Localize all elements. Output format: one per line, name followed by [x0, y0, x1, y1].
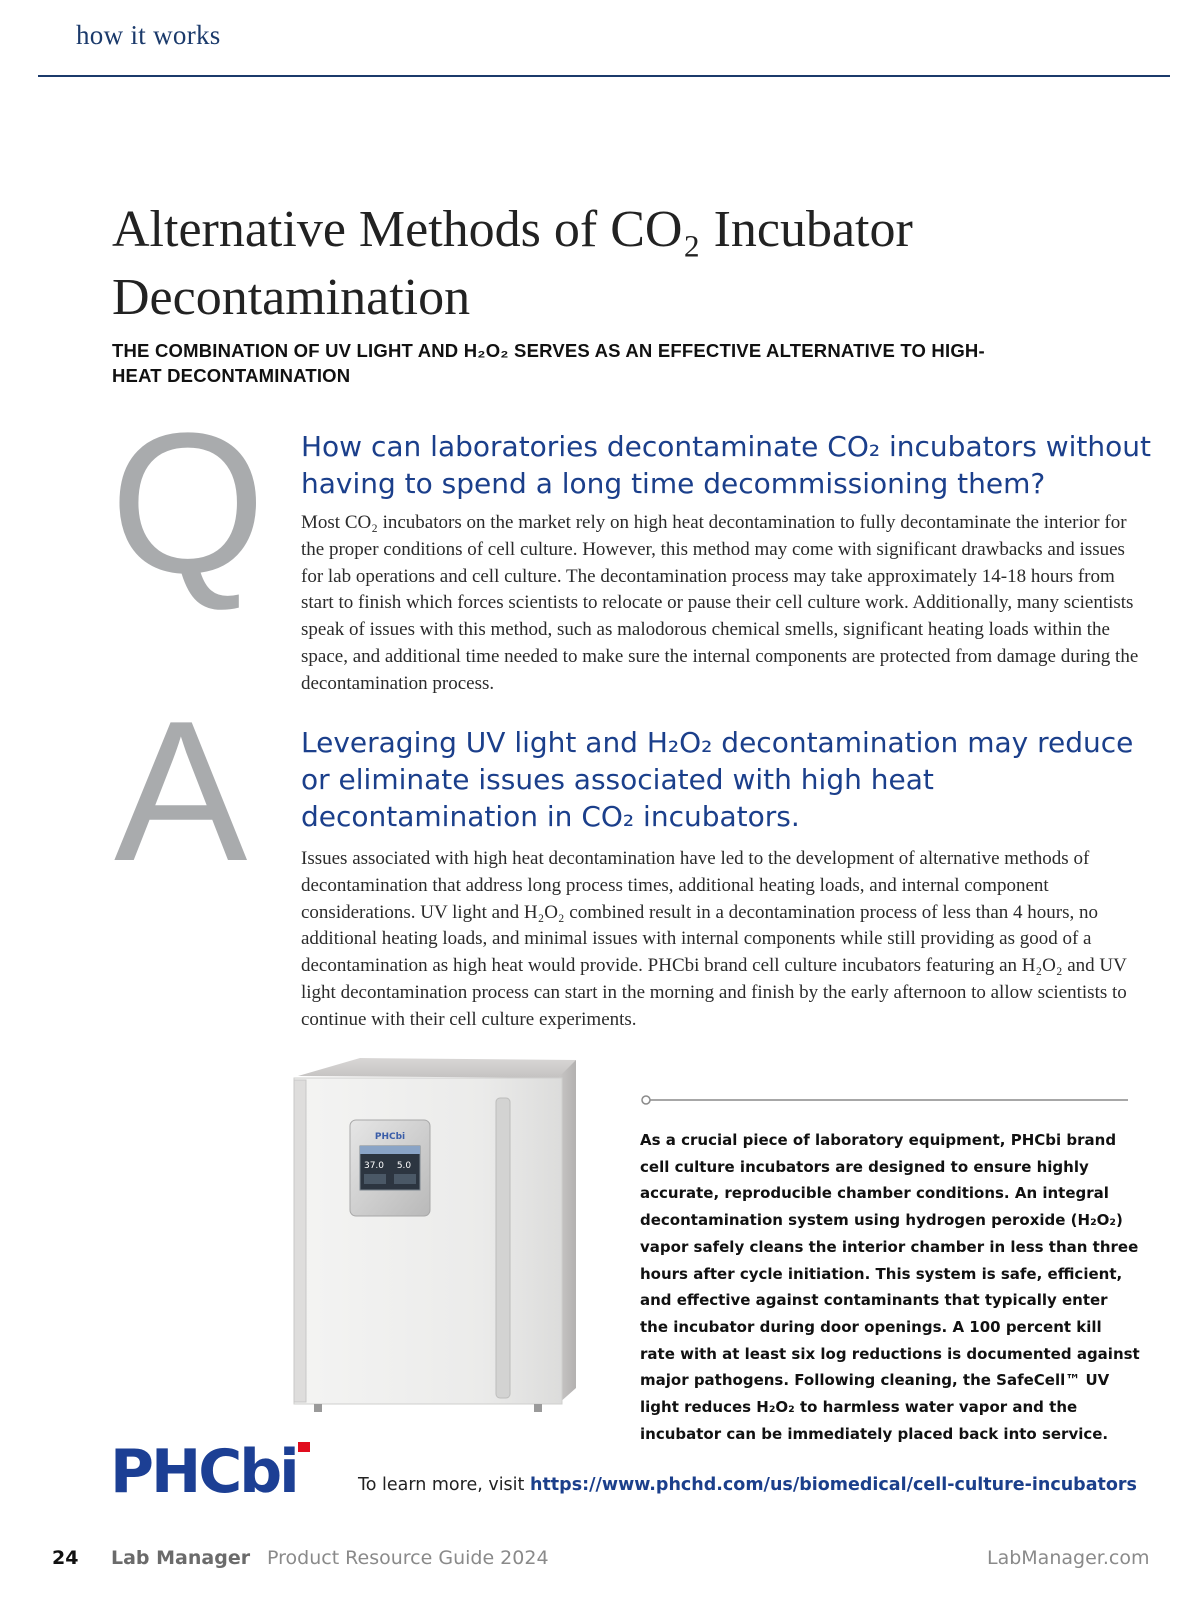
product-caption: As a crucial piece of laboratory equipment, PHCbi brand cell culture incubators are designed to ensure highly accurate, reproducible chamber conditions. An integral decontamination system using hydrogen peroxide (H₂O₂) vapor safely cleans the interior chamber in less than three hours after cycle initiation. This system is safe, efficient, and effective against contaminants that typically enter the incubator during door openings. A 100 percent kill rate with at least six log reductions is documented against major pathogens. Following cleaning, the SafeCell™ UV light reduces H₂O₂ to harmless water vapor and the incubator can be immediately placed back into service. — [640, 1131, 1140, 1443]
site-name: LabManager.com — [987, 1547, 1150, 1569]
page-number: 24 — [52, 1547, 79, 1569]
learn-more-prefix: To learn more, visit — [358, 1475, 525, 1495]
learn-more-link[interactable]: https://www.phchd.com/us/biomedical/cell-culture-incubators — [529, 1475, 1137, 1495]
panel-co2-readout: 5.0 — [396, 1161, 412, 1171]
article-title: Alternative Methods of CO₂ Incubator Decontamination — [112, 201, 913, 326]
panel-brand-label: PHCbi — [374, 1132, 406, 1142]
incubator-image — [284, 1058, 584, 1418]
guide-name: Product Resource Guide 2024 — [267, 1547, 549, 1569]
phcbi-logo — [110, 1438, 320, 1508]
answer-heading: Leveraging UV light and H₂O₂ decontamination may reduce or eliminate issues associated with high heat decontamination in CO₂ incubators. — [301, 726, 1134, 833]
panel-temp-readout: 37.0 — [363, 1161, 385, 1171]
phcbi-logo-text: PHCbi — [110, 1438, 297, 1507]
section-label: how it works — [76, 20, 221, 50]
logo-accent-mark — [298, 1442, 310, 1452]
learn-more-line — [358, 1475, 1137, 1495]
question-body: Most CO₂ incubators on the market rely on high heat decontamination to fully decontaminate the interior for the proper conditions of cell culture. However, this method may come with significant drawbacks and issues for lab operations and cell culture. The decontamination process may take approximately 14-18 hours from start to finish which forces scientists to relocate or pause their cell culture work. Additionally, many scientists speak of issues with this method, such as malodorous chemical smells, significant heating loads within the space, and additional time needed to make sure the internal components are protected from damage during the decontamination process. — [301, 512, 1139, 694]
callout-divider — [640, 1094, 1130, 1106]
question-letter: Q — [110, 392, 266, 615]
answer-body: Issues associated with high heat decontamination have led to the development of alternative methods of decontamination that address long process times, additional heating loads, and internal component considerations. UV light and H₂O₂ combined result in a decontamination process of less than 4 hours, no additional heating loads, and minimal issues with internal components while still providing as good of a decontamination as high heat would provide. PHCbi brand cell culture incubators featuring an H₂O₂ and UV light decontamination process can start in the morning and finish by the early afternoon to allow scientists to continue with their cell culture experiments. — [301, 848, 1127, 1030]
article-subtitle: THE COMBINATION OF UV LIGHT AND H₂O₂ SERVES AS AN EFFECTIVE ALTERNATIVE TO HIGH-HEAT DECONTAMINATION — [112, 340, 985, 386]
question-heading: How can laboratories decontaminate CO₂ incubators without having to spend a long time decommissioning them? — [301, 430, 1151, 500]
magazine-name: Lab Manager — [111, 1547, 251, 1569]
header-divider — [38, 75, 1170, 77]
answer-letter: A — [114, 680, 248, 903]
